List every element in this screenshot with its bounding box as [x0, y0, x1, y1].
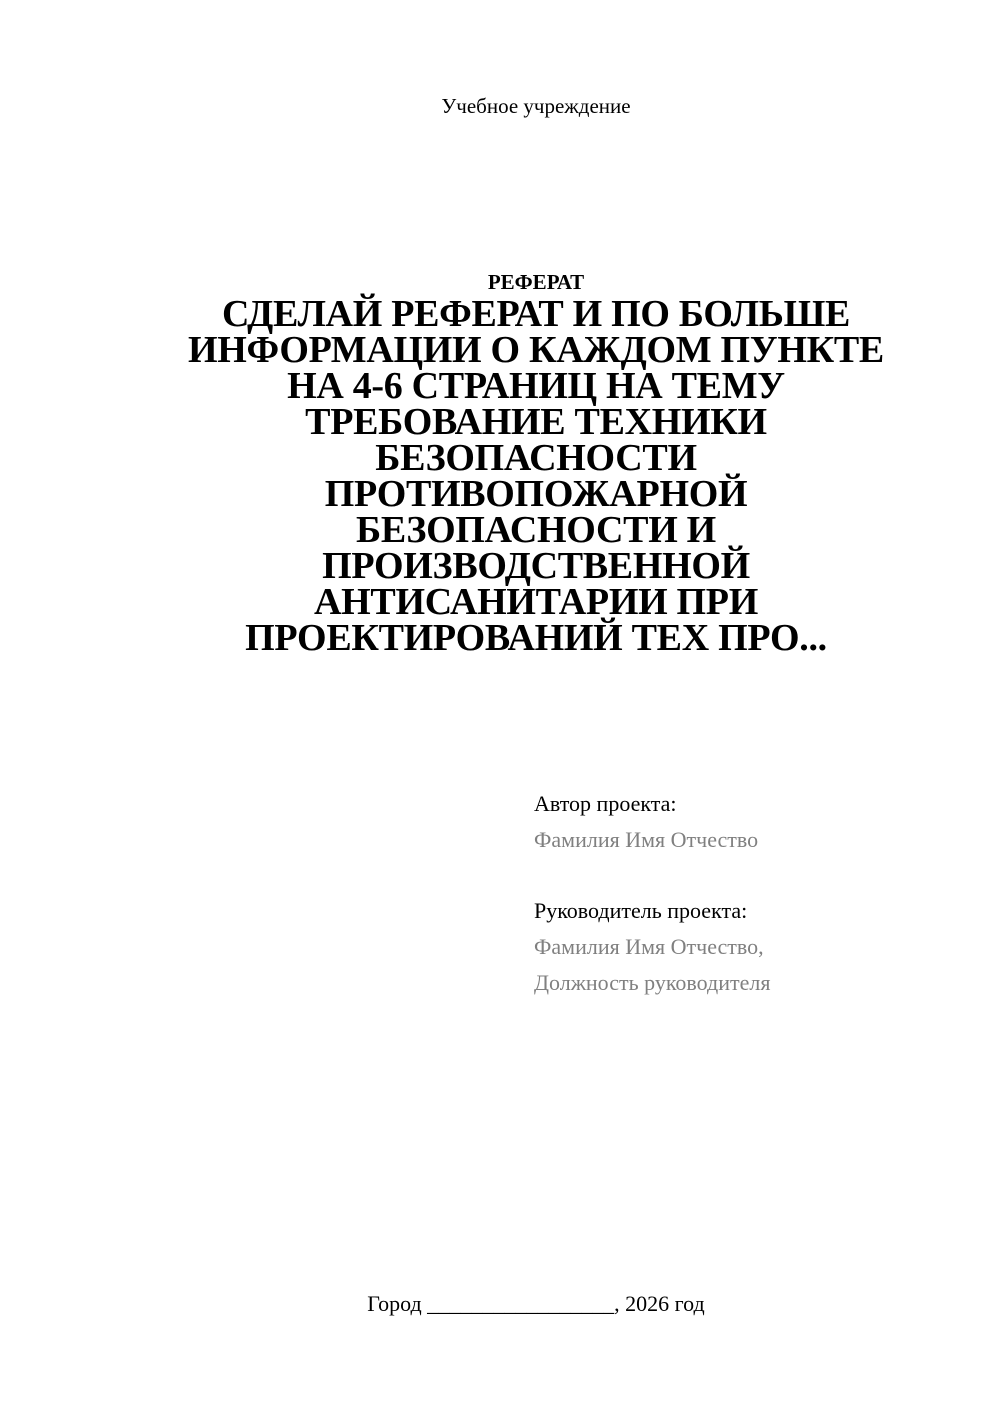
title-line: СДЕЛАЙ РЕФЕРАТ И ПО БОЛЬШЕ	[221, 293, 851, 335]
supervisor-label: Руководитель проекта:	[534, 898, 748, 923]
institution-name: Учебное учреждение	[441, 94, 631, 118]
supervisor-position: Должность руководителя	[534, 970, 771, 995]
title-line: АНТИСАНИТАРИИ ПРИ	[314, 581, 758, 623]
author-block	[534, 786, 758, 858]
supervisor-name: Фамилия Имя Отчество,	[534, 934, 764, 959]
title-line: БЕЗОПАСНОСТИ	[375, 437, 697, 479]
document-title	[160, 293, 912, 659]
title-line: ИНФОРМАЦИИ О КАЖДОМ ПУНКТЕ	[188, 329, 884, 371]
title-line: ПРОЕКТИРОВАНИЙ ТЕХ ПРО...	[245, 617, 827, 659]
title-line: ПРОТИВОПОЖАРНОЙ	[324, 473, 748, 515]
author-label: Автор проекта:	[534, 791, 677, 816]
title-line: НА 4-6 СТРАНИЦ НА ТЕМУ	[287, 365, 785, 407]
title-line: ПРОИЗВОДСТВЕННОЙ	[322, 545, 750, 587]
supervisor-block	[534, 893, 770, 1001]
document-type: РЕФЕРАТ	[487, 270, 585, 294]
city-year-line: Город _________________, 2026 год	[367, 1291, 705, 1316]
title-line: БЕЗОПАСНОСТИ И	[356, 509, 716, 551]
title-line: ТРЕБОВАНИЕ ТЕХНИКИ	[305, 401, 767, 443]
author-name: Фамилия Имя Отчество	[534, 827, 759, 852]
